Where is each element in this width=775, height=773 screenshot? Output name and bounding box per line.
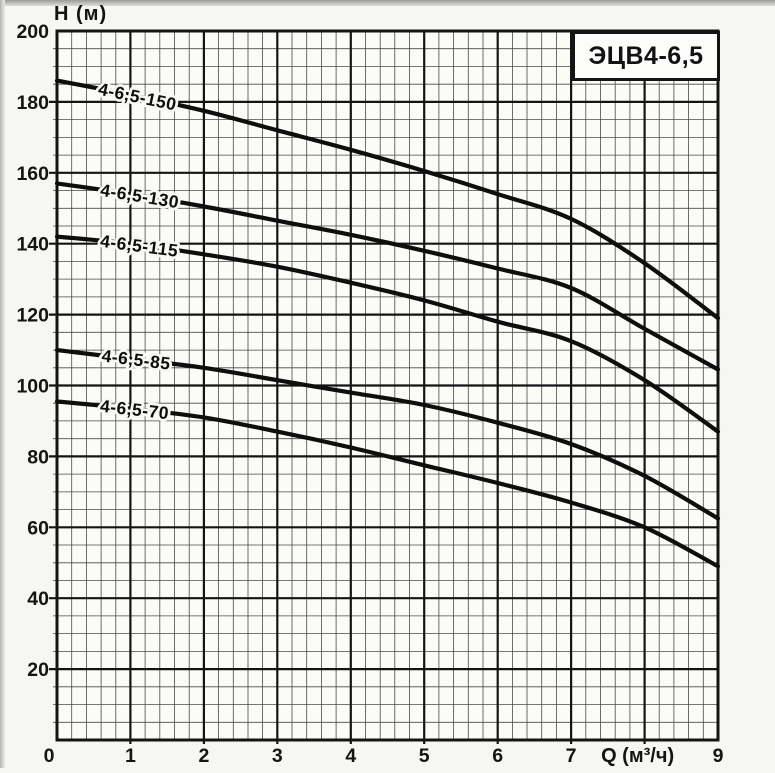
curve-label: 4-6,5-150: [96, 78, 179, 115]
y-tick-label: 140: [16, 233, 49, 256]
y-tick-label: 80: [27, 446, 49, 469]
y-tick-label: 40: [27, 588, 49, 611]
curve-label: 4-6,5-70: [99, 395, 171, 424]
curve-label: 4-6,5-130: [98, 179, 181, 213]
y-tick-label: 160: [16, 162, 49, 185]
x-tick-label: 7: [565, 745, 577, 767]
y-tick-label: 200: [16, 21, 49, 43]
y-tick-labels: [16, 21, 49, 681]
y-tick-label: 60: [27, 517, 49, 540]
x-tick-label: 0: [43, 745, 55, 767]
x-axis-title: Q (м³/ч): [601, 745, 675, 767]
curve-label: 4-6,5-85: [100, 345, 172, 374]
scan-edge-top: [0, 0, 775, 6]
x-tick-label: 9: [712, 745, 724, 767]
x-tick-label: 3: [271, 745, 283, 767]
x-tick-labels: [44, 745, 724, 767]
y-tick-label: 100: [16, 375, 49, 398]
y-tick-label: 180: [16, 91, 49, 114]
y-tick-label: 120: [16, 304, 49, 327]
y-axis-title: Н (м): [54, 3, 108, 25]
x-tick-label: 2: [198, 745, 210, 767]
x-tick-label: 1: [124, 745, 136, 767]
x-tick-label: 6: [492, 745, 504, 767]
curve-label: 4-6,5-115: [99, 230, 180, 261]
chart-title: ЭЦВ4-6,5: [588, 41, 704, 70]
x-tick-label: 5: [418, 745, 430, 767]
chart-title-box: [572, 31, 720, 81]
y-tick-label: 20: [27, 659, 49, 682]
scan-edge-left: [0, 0, 5, 768]
x-tick-label: 4: [345, 745, 357, 767]
